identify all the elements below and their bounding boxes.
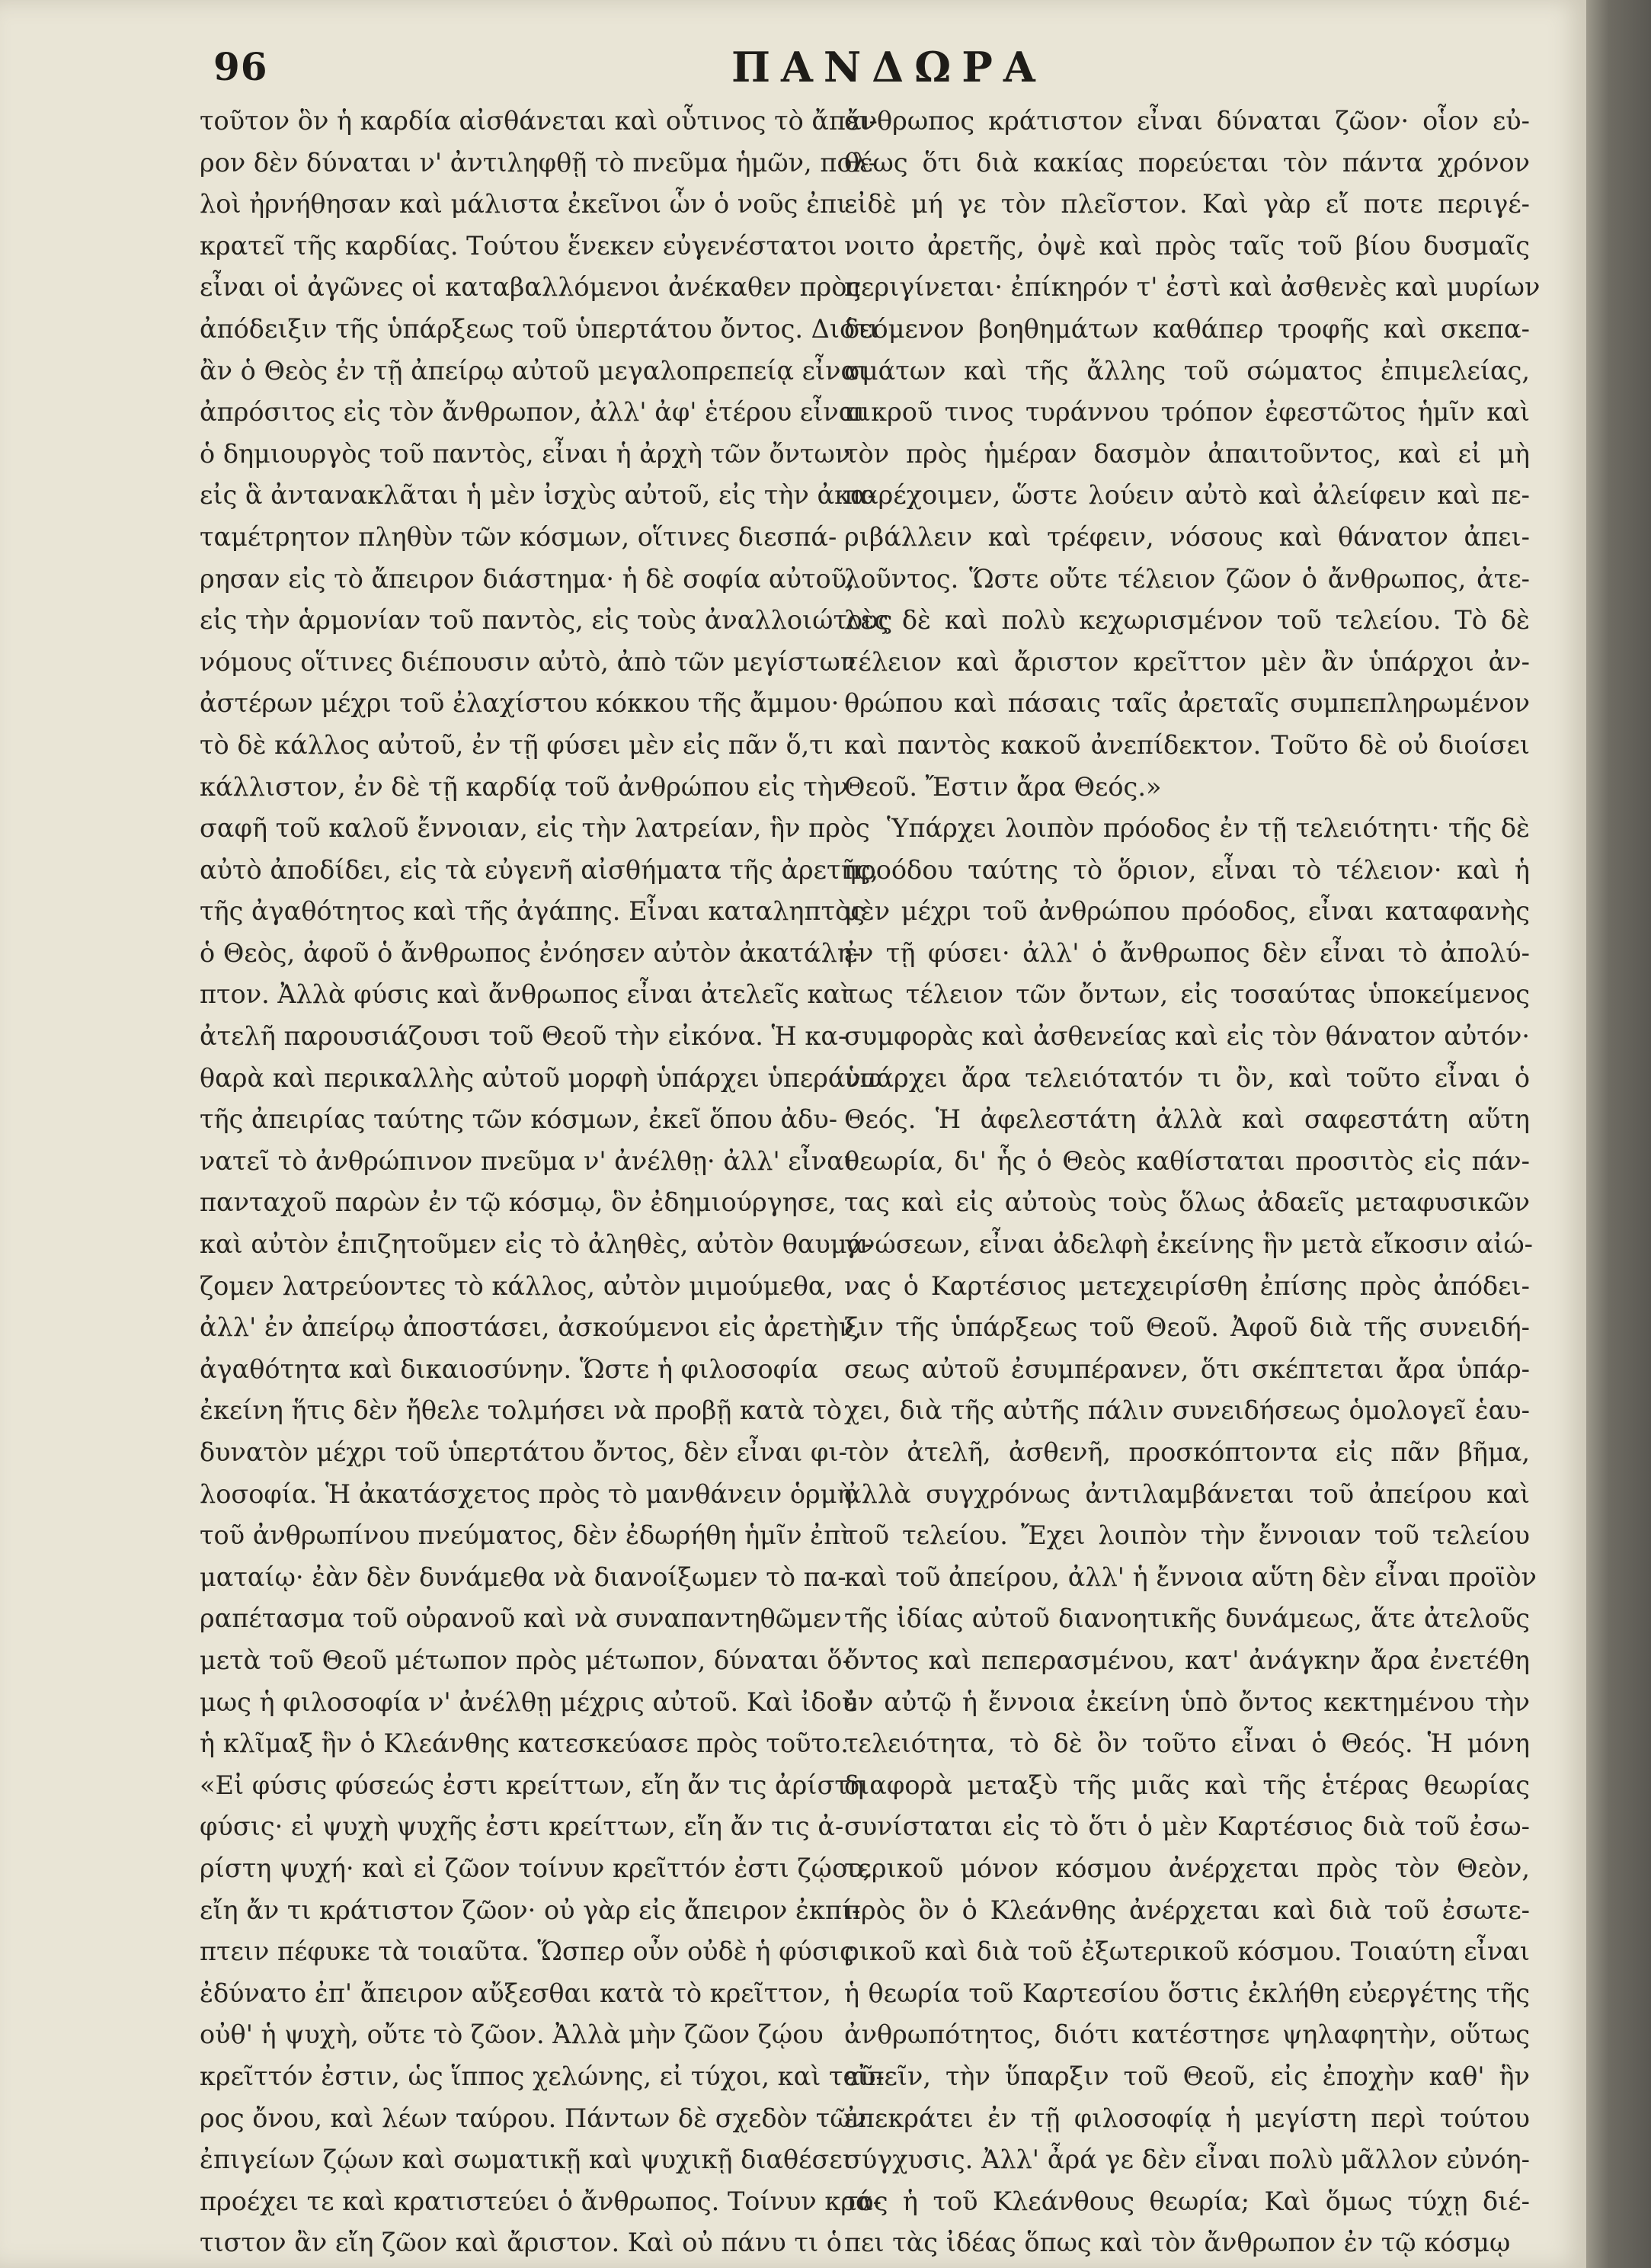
book-edge-shadow [1586,0,1651,2268]
running-head: ΠΑΝΔΩΡΑ [731,43,1046,91]
text-line: περιγίνεται· ἐπίκηρόν τ' ἐστὶ καὶ ἀσθενὲς καὶ μυρίων [844,272,1541,303]
text-line: σεως αὐτοῦ ἐσυμπέρανεν, ὅτι σκέπτεται ἄρα ὑπάρ- [844,1353,1530,1384]
text-line: ἡ θεωρία τοῦ Καρτεσίου ὅστις ἐκλήθη εὐεργέτης τῆς [844,1978,1530,2008]
text-line: διαφορὰ μεταξὺ τῆς μιᾶς καὶ τῆς ἑτέρας θεωρίας [844,1770,1530,1800]
text-line: μετὰ τοῦ Θεοῦ μέτωπον πρὸς μέτωπον, δύναται ὅ- [200,1645,851,1675]
text-line: πανταχοῦ παρὼν ἐν τῷ κόσμῳ, ὃν ἐδημιούργησε, [200,1187,837,1218]
text-line: τερικοῦ μόνον κόσμου ἀνέρχεται πρὸς τὸν Θεὸν, [844,1853,1530,1883]
text-line: ρικοῦ καὶ διὰ τοῦ ἐξωτερικοῦ κόσμου. Τοιαύτη εἶναι [844,1936,1530,1967]
text-line: Θεοῦ. Ἔστιν ἄρα Θεός.» [844,771,1162,802]
text-line: τὸ δὲ κάλλος αὐτοῦ, ἐν τῇ φύσει μὲν εἰς πᾶν ὅ,τι [200,729,833,760]
left-text-column [200,101,893,2264]
text-line: προόδου ταύτης τὸ ὅριον, εἶναι τὸ τέλειον· καὶ ἡ [844,854,1530,885]
text-line: τος ἡ τοῦ Κλεάνθους θεωρία; Καὶ ὅμως τύχῃ διέ- [844,2186,1530,2216]
text-line: συνίσταται εἰς τὸ ὅτι ὁ μὲν Καρτέσιος διὰ τοῦ ἐσω- [844,1812,1530,1842]
text-line: πρὸς ὃν ὁ Κλεάνθης ἀνέρχεται καὶ διὰ τοῦ ἐσωτε- [844,1895,1530,1925]
text-line: φύσις· εἰ ψυχὴ ψυχῆς ἐστι κρείττων, εἴη ἄν τις ἀ- [200,1812,844,1842]
text-line: πικροῦ τινος τυράννου τρόπον ἐφεστῶτος ἡμῖν καὶ [844,397,1530,428]
text-line: τοῦ ἀνθρωπίνου πνεύματος, δὲν ἐδωρήθη ἡμῖν ἐπὶ [200,1520,851,1551]
text-line: Ὑπάρχει λοιπὸν πρόοδος ἐν τῇ τελειότητι· τῆς δὲ [887,813,1530,844]
text-line: λοσοφία. Ἡ ἀκατάσχετος πρὸς τὸ μανθάνειν ὁρμὴ [200,1478,853,1509]
text-line: καὶ παντὸς κακοῦ ἀνεπίδεκτον. Τοῦτο δὲ οὐ διοίσει [844,729,1530,760]
text-line: θέως ὅτι διὰ κακίας πορεύεται τὸν πάντα χρόνον [844,147,1530,178]
text-line: τὸν ἀτελῆ, ἀσθενῆ, προσκόπτοντα εἰς πᾶν βῆμα, [844,1437,1530,1467]
text-line: δυνατὸν μέχρι τοῦ ὑπερτάτου ὄντος, δὲν εἶναι φι- [200,1437,847,1467]
text-line: οὐθ' ἡ ψυχὴ, οὔτε τὸ ζῶον. Ἀλλὰ μὴν ζῶον ζῴου [200,2020,824,2050]
text-line: ὄντος καὶ πεπερασμένου, κατ' ἀνάγκην ἄρα ἐνετέθη [844,1645,1530,1675]
text-line: πτειν πέφυκε τὰ τοιαῦτα. Ὥσπερ οὖν οὐδὲ ἡ φύσις [200,1936,854,1967]
text-line: ριβάλλειν καὶ τρέφειν, νόσους καὶ θάνατον ἀπει- [844,521,1530,552]
text-line: νας ὁ Καρτέσιος μετεχειρίσθη ἐπίσης πρὸς ἀπόδει- [844,1270,1530,1301]
text-line: ἡ κλῖμαξ ἣν ὁ Κλεάνθης κατεσκεύασε πρὸς τοῦτο. [200,1728,849,1759]
text-line: ἀγαθότητα καὶ δικαιοσύνην. Ὥστε ἡ φιλοσοφία [200,1353,818,1384]
page-number: 96 [213,44,268,89]
text-line: ματαίῳ· ἐὰν δὲν δυνάμεθα νὰ διανοίξωμεν τὸ πα- [200,1562,846,1592]
text-line: κρεῖττόν ἐστιν, ὡς ἵππος χελώνης, εἰ τύχοι, καὶ ταῦ- [200,2061,885,2091]
text-line: εἰδὲ μή γε τὸν πλεῖστον. Καὶ γὰρ εἴ ποτε περιγέ- [844,189,1530,219]
text-line: τοῦ τελείου. Ἔχει λοιπὸν τὴν ἔννοιαν τοῦ τελείου [844,1520,1530,1551]
text-line: μως ἡ φιλοσοφία ν' ἀνέλθῃ μέχρις αὐτοῦ. Καὶ ἰδοὺ [200,1687,858,1717]
text-line: εἶναι οἱ ἀγῶνες οἱ καταβαλλόμενοι ἀνέκαθεν πρὸς [200,272,862,303]
text-line: εἰς τὴν ἁρμονίαν τοῦ παντὸς, εἰς τοὺς ἀναλλοιώτους [200,605,893,636]
text-line: τῆς ἀπειρίας ταύτης τῶν κόσμων, ἐκεῖ ὅπου ἀδυ- [200,1104,838,1135]
text-line: ἀπόδειξιν τῆς ὑπάρξεως τοῦ ὑπερτάτου ὄντος. Διότι [200,313,879,344]
text-line: τοῦτον ὃν ἡ καρδία αἰσθάνεται καὶ οὗτινος τὸ ἄπει- [200,106,878,136]
text-line: ὑπάρχει ἄρα τελειότατόν τι ὂν, καὶ τοῦτο εἶναι ὁ [844,1062,1530,1093]
text-line: θεωρία, δι' ἧς ὁ Θεὸς καθίσταται προσιτὸς εἰς πάν- [844,1145,1530,1176]
text-line: τιστον ἂν εἴη ζῶον καὶ ἄριστον. Καὶ οὐ πάνυ τι ὁ [200,2228,842,2258]
page-header [0,40,1586,101]
text-line: γνώσεων, εἶναι ἀδελφὴ ἐκείνης ἣν μετὰ εἴκοσιν αἰώ- [844,1229,1533,1260]
text-line: κρατεῖ τῆς καρδίας. Τούτου ἕνεκεν εὐγενέστατοι [200,230,837,261]
text-line: ἄνθρωπος κράτιστον εἶναι δύναται ζῶον· οἷον εὐ- [844,106,1530,136]
text-line: λοὶ ἠρνήθησαν καὶ μάλιστα ἐκεῖνοι ὧν ὁ νοῦς ἐπι- [200,189,856,219]
text-line: σαφῆ τοῦ καλοῦ ἔννοιαν, εἰς τὴν λατρείαν, ἣν πρὸς [200,813,870,844]
text-line: εἰπεῖν, τὴν ὕπαρξιν τοῦ Θεοῦ, εἰς ἐποχὴν καθ' ἣν [844,2061,1530,2091]
text-line: Θεός. Ἡ ἀφελεστάτη ἀλλὰ καὶ σαφεστάτη αὕτη [844,1104,1530,1135]
text-line: λοῦντος. Ὥστε οὔτε τέλειον ζῶον ὁ ἄνθρωπος, ἀτε- [844,563,1530,594]
text-line: ζομεν λατρεύοντες τὸ κάλλος, αὐτὸν μιμούμεθα, [200,1270,834,1301]
text-line: ρον δὲν δύναται ν' ἀντιληφθῇ τὸ πνεῦμα ἡμῶν, πολ- [200,147,878,178]
text-line: ἀτελῆ παρουσιάζουσι τοῦ Θεοῦ τὴν εἰκόνα. Ἡ κα- [200,1021,847,1052]
text-line: σμάτων καὶ τῆς ἄλλης τοῦ σώματος ἐπιμελείας, [844,355,1530,386]
text-line: πτον. Ἀλλὰ φύσις καὶ ἄνθρωπος εἶναι ἀτελεῖς καὶ [200,979,851,1010]
text-line: εἰς ἃ ἀντανακλᾶται ἡ μὲν ἰσχὺς αὐτοῦ, εἰς τὴν ἀκα- [200,480,876,511]
text-line: τῆς ἰδίας αὐτοῦ διανοητικῆς δυνάμεως, ἅτε ἀτελοῦς [844,1603,1530,1634]
text-line: ἀνθρωπότητος, διότι κατέστησε ψηλαφητὴν, οὕτως [844,2020,1530,2050]
text-line: παρέχοιμεν, ὥστε λούειν αὐτὸ καὶ ἀλείφειν καὶ πε- [844,480,1530,511]
text-line: ἐν τῇ φύσει· ἀλλ' ὁ ἄνθρωπος δὲν εἶναι τὸ ἀπολύ- [844,937,1530,968]
text-line: ὁ Θεὸς, ἀφοῦ ὁ ἄνθρωπος ἐνόησεν αὐτὸν ἀκατάλη- [200,937,862,968]
text-line: ταμέτρητον πληθὺν τῶν κόσμων, οἵτινες διεσπά- [200,521,837,552]
text-line: αὐτὸ ἀποδίδει, εἰς τὰ εὐγενῆ αἰσθήματα τῆς ἀρετῆς, [200,854,879,885]
text-line: συμφορὰς καὶ ἀσθενείας καὶ εἰς τὸν θάνατον αὐτόν· [844,1021,1530,1052]
text-line: «Εἰ φύσις φύσεώς ἐστι κρείττων, εἴη ἄν τις ἀρίστη [200,1770,864,1800]
text-line: ἀλλὰ συγχρόνως ἀντιλαμβάνεται τοῦ ἀπείρου καὶ [844,1478,1530,1509]
text-line: ἐν αὐτῷ ἡ ἔννοια ἐκείνη ὑπὸ ὄντος κεκτημένου τὴν [844,1687,1530,1717]
text-line: θαρὰ καὶ περικαλλὴς αὐτοῦ μορφὴ ὑπάρχει ὑπεράνω [200,1062,882,1093]
text-line: ραπέτασμα τοῦ οὐρανοῦ καὶ νὰ συναπαντηθῶμεν [200,1603,842,1634]
text-line: θρώπου καὶ πάσαις ταῖς ἀρεταῖς συμπεπληρωμένον [844,688,1530,719]
text-line: κάλλιστον, ἐν δὲ τῇ καρδίᾳ τοῦ ἀνθρώπου εἰς τὴν [200,771,849,802]
text-line: τὸν πρὸς ἡμέραν δασμὸν ἀπαιτοῦντος, καὶ εἰ μὴ [844,438,1530,469]
text-line: τας καὶ εἰς αὐτοὺς τοὺς ὅλως ἀδαεῖς μεταφυσικῶν [844,1187,1530,1218]
text-line: ἐπιγείων ζῴων καὶ σωματικῇ καὶ ψυχικῇ διαθέσει [200,2145,853,2175]
text-line: πει τὰς ἰδέας ὅπως καὶ τὸν ἄνθρωπον ἐν τῷ κόσμῳ [844,2228,1511,2258]
text-line: τέλειον καὶ ἄριστον κρεῖττον μὲν ἂν ὑπάρχοι ἀν- [844,646,1530,677]
text-line: μὲν μέχρι τοῦ ἀνθρώπου πρόοδος, εἶναι καταφανὴς [844,896,1530,927]
text-line: ἐκείνη ἥτις δὲν ἤθελε τολμήσει νὰ προβῇ κατὰ τὸ [200,1395,843,1426]
text-line: ἀπρόσιτος εἰς τὸν ἄνθρωπον, ἀλλ' ἀφ' ἑτέρου εἶναι [200,397,866,428]
text-line: ρίστη ψυχή· καὶ εἰ ζῶον τοίνυν κρεῖττόν ἐστι ζῴου, [200,1853,872,1883]
text-line: καὶ τοῦ ἀπείρου, ἀλλ' ἡ ἔννοια αὕτη δὲν εἶναι προϊὸν [844,1562,1537,1592]
text-line: δεόμενον βοηθημάτων καθάπερ τροφῆς καὶ σκεπα- [844,313,1530,344]
text-line: ρησαν εἰς τὸ ἄπειρον διάστημα· ἡ δὲ σοφία αὐτοῦ, [200,563,855,594]
right-text-column [844,101,1541,2264]
text-line: χει, διὰ τῆς αὐτῆς πάλιν συνειδήσεως ὁμολογεῖ ἑαυ- [844,1395,1530,1426]
text-line: σύγχυσις. Ἀλλ' ἆρά γε δὲν εἶναι πολὺ μᾶλλον εὐνόη- [844,2145,1530,2175]
text-line: ξιν τῆς ὑπάρξεως τοῦ Θεοῦ. Ἀφοῦ διὰ τῆς συνειδή- [844,1312,1530,1343]
text-line: τελειότητα, τὸ δὲ ὂν τοῦτο εἶναι ὁ Θεός. Ἡ μόνη [844,1728,1530,1759]
text-line: ρος ὄνου, καὶ λέων ταύρου. Πάντων δὲ σχεδὸν τῶν [200,2103,866,2133]
text-line: τως τέλειον τῶν ὄντων, εἰς τοσαύτας ὑποκείμενος [844,979,1530,1010]
text-line: ἐδύνατο ἐπ' ἄπειρον αὔξεσθαι κατὰ τὸ κρεῖττον, [200,1978,832,2008]
text-line: τῆς ἀγαθότητος καὶ τῆς ἀγάπης. Εἶναι καταληπτὸς [200,896,865,927]
text-line: νόμους οἵτινες διέπουσιν αὐτὸ, ἀπὸ τῶν μεγίστων [200,646,856,677]
text-line: ὁ δημιουργὸς τοῦ παντὸς, εἶναι ἡ ἀρχὴ τῶν ὄντων [200,438,851,469]
text-line: ἂν ὁ Θεὸς ἐν τῇ ἀπείρῳ αὐτοῦ μεγαλοπρεπείᾳ εἶναι [200,355,869,386]
text-line: ἀλλ' ἐν ἀπείρῳ ἀποστάσει, ἀσκούμενοι εἰς ἀρετὴν, [200,1312,862,1343]
text-line: νοιτο ἀρετῆς, ὀψὲ καὶ πρὸς ταῖς τοῦ βίου δυσμαῖς [844,230,1530,261]
text-line: ἐπεκράτει ἐν τῇ φιλοσοφίᾳ ἡ μεγίστη περὶ τούτου [844,2103,1530,2133]
text-line: προέχει τε καὶ κρατιστεύει ὁ ἄνθρωπος. Τοίνυν κρά- [200,2186,881,2216]
text-line: ἀστέρων μέχρι τοῦ ἐλαχίστου κόκκου τῆς ἄμμου· [200,688,840,719]
text-line: καὶ αὐτὸν ἐπιζητοῦμεν εἰς τὸ ἀληθὲς, αὐτὸν θαυμά- [200,1229,873,1260]
text-line: νατεῖ τὸ ἀνθρώπινον πνεῦμα ν' ἀνέλθῃ· ἀλλ' εἶναι [200,1145,854,1176]
text-line: λὲς δὲ καὶ πολὺ κεχωρισμένον τοῦ τελείου. Τὸ δὲ [844,605,1530,636]
text-line: εἴη ἄν τι κράτιστον ζῶον· οὐ γὰρ εἰς ἄπειρον ἐκπί- [200,1895,861,1925]
